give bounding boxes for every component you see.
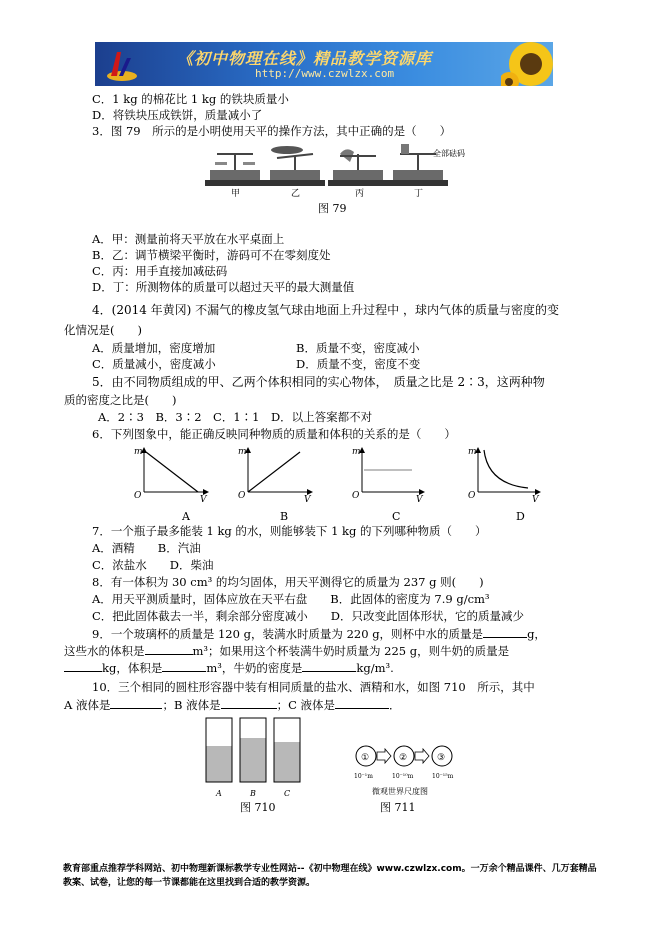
question-5-line1: 5．由不同物质组成的甲、乙两个体积相同的实心物体， 质量之比是 2∶3，这两种物 — [92, 375, 545, 389]
balance-scale-yi — [265, 146, 325, 186]
q8-options-ab: A．用天平测质量时，固体应放在天平右盘 B．此固体的密度为 7.9 g/cm³ — [92, 592, 490, 606]
graph-b — [238, 447, 312, 505]
graph-a-o: O — [134, 491, 142, 501]
q3-option-a: A．甲：测量前将天平放在水平桌面上 — [92, 232, 285, 246]
graph-d — [468, 447, 540, 505]
q7-options-ab: A．酒精 B．汽油 — [92, 541, 201, 555]
graph-c — [352, 447, 424, 505]
question-9-line1 — [92, 626, 546, 641]
q9-text-c2: m³，牛奶的密度是 — [206, 661, 303, 675]
graph-d-v: V — [532, 495, 539, 505]
scale-label-1: 10⁻¹m — [354, 773, 373, 780]
q5-options: A．2∶3 B．3∶2 C．1∶1 D．以上答案都不对 — [98, 410, 373, 424]
question-9-line2 — [64, 643, 509, 658]
q9-text-a: 9．一个玻璃杯的质量是 120 g，装满水时质量为 220 g，则杯中水的质量是 — [92, 627, 484, 641]
question-4-line2: 化情况是( ) — [64, 323, 142, 337]
graph-d-m: m — [468, 447, 477, 457]
graph-label-b: B — [280, 510, 289, 523]
question-4-line1: 4．(2014 年黄冈) 不漏气的橡皮氢气球由地面上升过程中 ，球内气体的质量与密度的变 — [92, 303, 559, 317]
q7-options-cd: C．浓盐水 D．柴油 — [92, 558, 214, 572]
question-10-line2 — [64, 697, 401, 712]
question-5-line2: 质的密度之比是( ) — [64, 393, 177, 407]
svg-text:②: ② — [399, 753, 408, 763]
q9-blank-milk-density[interactable] — [302, 660, 356, 672]
balance-scale-jia — [205, 154, 265, 186]
container-a — [206, 718, 232, 782]
scale-circle-3 — [432, 746, 452, 766]
q10-text-4: ． — [389, 698, 401, 712]
q4-option-d: D．质量不变，密度不变 — [296, 357, 421, 371]
graph-b-m: m — [238, 447, 247, 457]
fig711-title: 微观世界尺度图 — [372, 787, 428, 796]
graph-label-d: D — [516, 510, 525, 523]
site-logo-icon — [105, 46, 139, 82]
footer-text: 教育部重点推荐学科网站、初中物理新课标教学专业性网站--《初中物理在线》www.czwlzx.com。一万余个精品课件、几万套精品教案、试卷，让您的每一节课都能在这里找到合适的教学资源。 — [63, 864, 597, 888]
q9-text-a-end: g， — [527, 627, 546, 641]
q9-text-c3: kg/m³. — [356, 661, 394, 675]
q2-option-c: C．1 kg 的棉花比 1 kg 的铁块质量小 — [92, 92, 289, 106]
q2-option-d: D．将铁块压成铁饼，质量减小了 — [92, 108, 263, 122]
header-banner — [95, 42, 553, 86]
graph-c-m: m — [352, 447, 361, 457]
fig79-label-jia: 甲 — [231, 189, 241, 198]
q10-blank-c[interactable] — [335, 697, 389, 709]
q6-graphs — [130, 442, 550, 524]
q10-text-1: A 液体是 — [64, 698, 111, 712]
container-c — [274, 718, 300, 782]
figure-710 — [200, 716, 310, 800]
graph-a-m: m — [134, 447, 143, 457]
q4-option-c: C．质量减小，密度减小 — [92, 357, 216, 371]
q9-text-b1: 这些水的体积是 — [64, 644, 145, 658]
q3-option-b: B．乙：调节横梁平衡时，游码可不在零刻度处 — [92, 248, 331, 262]
question-6: 6．下列图象中，能正确反映同种物质的质量和体积的关系的是（ ） — [92, 427, 456, 441]
q10-blank-a[interactable] — [110, 697, 162, 709]
q9-blank-water-mass[interactable] — [483, 626, 527, 638]
graph-b-v: V — [304, 495, 311, 505]
q9-blank-milk-volume[interactable] — [162, 660, 206, 672]
q10-text-3: ；C 液体是 — [276, 698, 336, 712]
fig710-caption: 图 710 — [240, 801, 276, 814]
container-b — [240, 718, 266, 782]
q3-option-c: C．丙：用手直接加减砝码 — [92, 264, 228, 278]
q9-text-c1: kg，体积是 — [102, 661, 163, 675]
scale-label-2: 10⁻¹⁰m — [392, 773, 414, 780]
arrow-2 — [415, 749, 429, 763]
scale-circle-1 — [356, 746, 376, 766]
question-10-line1: 10．三个相同的圆柱形容器中装有相同质量的盐水、酒精和水，如图 710 所示，其中 — [92, 680, 535, 694]
scale-label-3: 10⁻¹⁵m — [432, 773, 454, 780]
figure-79 — [205, 140, 465, 198]
graph-c-o: O — [352, 491, 360, 501]
question-9-line3 — [64, 660, 394, 675]
graph-label-c: C — [392, 510, 401, 523]
q10-text-2: ；B 液体是 — [162, 698, 221, 712]
question-8: 8．有一体积为 30 cm³ 的均匀固体，用天平测得它的质量为 237 g 则( ) — [92, 575, 484, 589]
container-label-c: C — [284, 789, 291, 798]
q9-blank-water-volume[interactable] — [145, 643, 193, 655]
q10-blank-b[interactable] — [221, 697, 277, 709]
arrow-1 — [377, 749, 391, 763]
q9-blank-milk-mass[interactable] — [64, 660, 102, 672]
fig711-caption: 图 711 — [380, 801, 416, 814]
graph-label-a: A — [182, 510, 190, 523]
scale-circle-2 — [394, 746, 414, 766]
container-label-a: A — [216, 789, 222, 798]
graph-a-v: V — [200, 495, 207, 505]
question-3: 3．图 79 所示的是小明使用天平的操作方法，其中正确的是（ ） — [92, 124, 452, 138]
svg-text:③: ③ — [437, 753, 446, 763]
question-7: 7．一个瓶子最多能装 1 kg 的水，则能够装下 1 kg 的下列哪种物质（ ） — [92, 524, 487, 538]
site-title: 《初中物理在线》精品教学资源库 — [177, 49, 433, 68]
svg-text:①: ① — [361, 753, 370, 763]
figure-711 — [352, 742, 462, 798]
site-url: http://www.czwlzx.com — [255, 67, 395, 80]
fig79-label-bing: 丙 — [355, 189, 365, 198]
q9-text-b2: m³；如果用这个杯装满牛奶时质量为 225 g，则牛奶的质量是 — [192, 644, 510, 658]
graph-b-o: O — [238, 491, 246, 501]
fig79-label-yi: 乙 — [291, 189, 301, 198]
balance-scale-bing — [328, 149, 388, 186]
graph-a — [134, 447, 208, 505]
q3-option-d: D．丁：所测物体的质量可以超过天平的最大测量值 — [92, 280, 355, 294]
q8-options-cd: C．把此固体截去一半，剩余部分密度减小 D．只改变此固体形状，它的质量减少 — [92, 609, 525, 623]
graph-d-o: O — [468, 491, 476, 501]
sunflower-icon — [501, 42, 553, 86]
fig79-caption: 图 79 — [318, 202, 347, 215]
container-label-b: B — [250, 789, 256, 798]
fig79-label-ding: 丁 — [414, 189, 424, 198]
fig79-tag: 全部砝码 — [433, 149, 465, 158]
q4-option-a: A．质量增加，密度增加 — [92, 341, 216, 355]
q4-option-b: B．质量不变，密度减小 — [296, 341, 420, 355]
graph-c-v: V — [416, 495, 423, 505]
